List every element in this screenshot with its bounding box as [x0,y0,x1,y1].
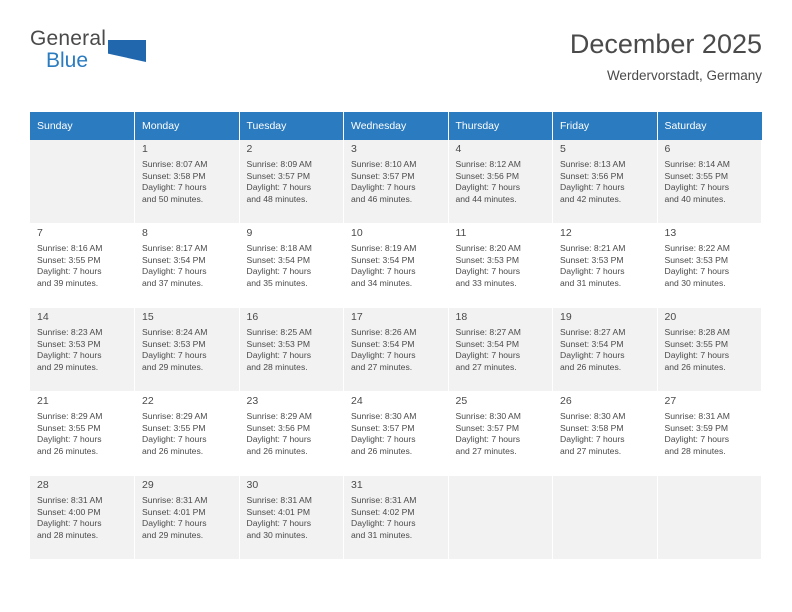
sunrise-text: Sunrise: 8:17 AM [142,243,208,253]
sunrise-text: Sunrise: 8:23 AM [37,327,103,337]
day-info [351,243,448,289]
daylight-text-line1: Daylight: 7 hours [560,434,625,445]
day-number: 7 [37,227,43,239]
day-cell[interactable] [448,308,553,392]
sunset-text: Sunset: 3:55 PM [142,422,206,433]
daylight-text-line2: and 30 minutes. [664,277,726,288]
weekday-header-monday: Monday [135,112,240,140]
day-number: 12 [560,227,572,239]
sunset-text: Sunset: 3:58 PM [560,422,624,433]
weekday-header-thursday: Thursday [448,112,553,140]
table-row [30,140,762,224]
day-info [560,159,657,205]
day-cell[interactable] [657,308,762,392]
day-number: 30 [246,479,259,491]
day-number: 20 [664,311,677,323]
daylight-text-line1: Daylight: 7 hours [37,434,102,445]
day-info [247,495,344,541]
day-number: 8 [142,227,148,239]
sunset-text: Sunset: 3:53 PM [37,338,101,349]
day-number: 26 [560,395,572,407]
day-info [142,411,239,457]
day-number: 5 [560,143,566,155]
day-cell[interactable] [239,392,344,476]
sunrise-text: Sunrise: 8:22 AM [664,243,730,253]
sunset-text: Sunset: 3:54 PM [142,254,206,265]
sunrise-text: Sunrise: 8:27 AM [560,327,626,337]
daylight-text-line1: Daylight: 7 hours [246,182,311,193]
day-info [37,243,134,289]
day-cell[interactable] [657,140,762,224]
sunset-text: Sunset: 3:53 PM [455,254,520,265]
day-info [37,411,134,457]
daylight-text-line2: and 31 minutes. [351,529,413,540]
sunrise-text: Sunrise: 8:29 AM [246,411,312,421]
table-row [30,224,762,308]
day-info [247,327,344,373]
daylight-text-line2: and 28 minutes. [246,361,308,372]
sunrise-text: Sunrise: 8:29 AM [142,411,208,421]
day-cell[interactable] [30,476,135,560]
day-number [665,479,762,492]
sunset-text: Sunset: 3:57 PM [455,422,520,433]
daylight-text-line2: and 44 minutes. [455,193,517,204]
day-cell[interactable] [344,392,449,476]
day-number: 11 [455,227,467,239]
weekday-header-tuesday: Tuesday [239,112,344,140]
daylight-text-line1: Daylight: 7 hours [246,434,311,445]
sunset-text: Sunset: 3:54 PM [560,338,624,349]
sunrise-text: Sunrise: 8:30 AM [351,411,417,421]
sunset-text: Sunset: 3:57 PM [246,170,311,181]
day-cell[interactable] [448,140,553,224]
day-number: 23 [246,395,259,407]
daylight-text-line1: Daylight: 7 hours [455,266,520,277]
daylight-text-line2: and 30 minutes. [246,529,308,540]
day-info [456,159,553,205]
day-number: 6 [664,143,671,155]
sunrise-text: Sunrise: 8:29 AM [37,411,103,421]
daylight-text-line2: and 40 minutes. [664,193,726,204]
sunrise-text: Sunrise: 8:31 AM [351,495,417,505]
day-cell[interactable] [135,140,240,224]
daylight-text-line2: and 26 minutes. [664,361,726,372]
day-cell[interactable] [135,392,240,476]
daylight-text-line1: Daylight: 7 hours [37,518,102,529]
sunrise-text: Sunrise: 8:09 AM [246,159,312,169]
daylight-text-line2: and 26 minutes. [246,445,308,456]
day-info [247,243,344,289]
daylight-text-line1: Daylight: 7 hours [455,350,520,361]
day-info [142,159,239,205]
table-row [30,392,762,476]
sunset-text: Sunset: 3:56 PM [246,422,311,433]
page-subtitle: Werdervorstadt, Germany [606,68,762,83]
weekday-header-saturday: Saturday [657,112,762,140]
day-cell[interactable] [344,140,449,224]
day-cell-empty [553,476,658,560]
daylight-text-line1: Daylight: 7 hours [664,350,729,361]
daylight-text-line2: and 34 minutes. [351,277,413,288]
day-info [351,327,448,373]
day-cell[interactable] [344,224,449,308]
daylight-text-line2: and 42 minutes. [560,193,622,204]
daylight-text-line2: and 28 minutes. [37,529,99,540]
brand-name-blue: Blue [46,49,89,72]
day-info [247,159,344,205]
sunrise-text: Sunrise: 8:30 AM [560,411,626,421]
daylight-text-line2: and 46 minutes. [351,193,413,204]
day-number: 16 [246,311,259,323]
sunrise-text: Sunrise: 8:26 AM [351,327,417,337]
day-cell[interactable] [344,476,449,560]
sunrise-text: Sunrise: 8:27 AM [455,327,521,337]
day-cell[interactable] [553,140,658,224]
day-cell[interactable] [30,224,135,308]
day-cell[interactable] [30,392,135,476]
day-info [665,327,762,373]
daylight-text-line2: and 29 minutes. [37,361,99,372]
daylight-text-line2: and 33 minutes. [455,277,517,288]
sunset-text: Sunset: 3:54 PM [455,338,520,349]
day-cell[interactable] [344,308,449,392]
daylight-text-line1: Daylight: 7 hours [455,434,520,445]
daylight-text-line1: Daylight: 7 hours [142,266,207,277]
day-number: 15 [142,311,154,323]
sunrise-text: Sunrise: 8:14 AM [664,159,730,169]
sunset-text: Sunset: 3:57 PM [351,170,415,181]
daylight-text-line2: and 29 minutes. [142,529,204,540]
sunset-text: Sunset: 3:54 PM [351,338,415,349]
day-number: 17 [351,311,363,323]
sunrise-text: Sunrise: 8:31 AM [664,411,730,421]
daylight-text-line1: Daylight: 7 hours [560,350,625,361]
page-title: December 2025 [569,29,762,59]
day-number: 4 [455,143,462,155]
sunset-text: Sunset: 3:55 PM [37,254,101,265]
sunrise-text: Sunrise: 8:24 AM [142,327,208,337]
daylight-text-line1: Daylight: 7 hours [560,266,625,277]
day-number: 25 [455,395,468,407]
day-info [456,327,553,373]
weekday-header-wednesday: Wednesday [344,112,449,140]
sunset-text: Sunset: 3:53 PM [664,254,729,265]
day-number: 14 [37,311,49,323]
daylight-text-line2: and 27 minutes. [560,445,622,456]
daylight-text-line2: and 27 minutes. [351,361,413,372]
day-info [37,495,134,541]
sunset-text: Sunset: 3:56 PM [560,170,624,181]
sunrise-text: Sunrise: 8:16 AM [37,243,103,253]
day-number: 9 [246,227,253,239]
sunrise-text: Sunrise: 8:21 AM [560,243,626,253]
daylight-text-line1: Daylight: 7 hours [560,182,625,193]
daylight-text-line2: and 29 minutes. [142,361,204,372]
day-number: 18 [455,311,468,323]
day-cell[interactable] [239,476,344,560]
daylight-text-line1: Daylight: 7 hours [142,350,207,361]
day-cell[interactable] [448,392,553,476]
day-cell[interactable] [553,392,658,476]
sunset-text: Sunset: 4:02 PM [351,506,415,517]
day-number: 2 [246,143,253,155]
daylight-text-line1: Daylight: 7 hours [37,350,102,361]
weekday-header-friday: Friday [553,112,658,140]
day-info [665,411,762,457]
daylight-text-line1: Daylight: 7 hours [246,518,311,529]
day-number [37,143,134,156]
sunset-text: Sunset: 4:01 PM [142,506,206,517]
day-info [142,243,239,289]
day-info [142,495,239,541]
sunrise-text: Sunrise: 8:10 AM [351,159,417,169]
sunrise-text: Sunrise: 8:07 AM [142,159,208,169]
sunset-text: Sunset: 3:56 PM [455,170,520,181]
table-row [30,308,762,392]
day-info [351,411,448,457]
daylight-text-line1: Daylight: 7 hours [142,434,207,445]
day-info [247,411,344,457]
sunset-text: Sunset: 3:59 PM [664,422,729,433]
day-info [351,495,448,541]
day-cell[interactable] [239,140,344,224]
day-number: 1 [142,143,148,155]
sunrise-text: Sunrise: 8:31 AM [246,495,312,505]
daylight-text-line1: Daylight: 7 hours [351,350,416,361]
title-block [570,28,762,83]
sunset-text: Sunset: 3:55 PM [664,170,729,181]
sunrise-text: Sunrise: 8:19 AM [351,243,417,253]
daylight-text-line1: Daylight: 7 hours [246,350,311,361]
day-info [142,327,239,373]
daylight-text-line1: Daylight: 7 hours [351,266,416,277]
day-number: 24 [351,395,363,407]
day-info [37,327,134,373]
day-number: 13 [664,227,677,239]
day-cell[interactable] [553,308,658,392]
page-header [30,0,762,100]
daylight-text-line2: and 39 minutes. [37,277,99,288]
day-number: 19 [560,311,572,323]
sunrise-text: Sunrise: 8:31 AM [142,495,208,505]
daylight-text-line1: Daylight: 7 hours [142,518,207,529]
sunset-text: Sunset: 3:54 PM [351,254,415,265]
sunset-text: Sunset: 4:00 PM [37,506,101,517]
daylight-text-line1: Daylight: 7 hours [664,266,729,277]
daylight-text-line1: Daylight: 7 hours [664,434,729,445]
day-number: 28 [37,479,49,491]
day-number: 27 [664,395,677,407]
daylight-text-line1: Daylight: 7 hours [455,182,520,193]
daylight-text-line1: Daylight: 7 hours [351,182,416,193]
day-info [665,159,762,205]
day-info [560,411,657,457]
day-cell[interactable] [30,308,135,392]
day-number: 29 [142,479,154,491]
day-info [560,243,657,289]
brand-name-general: General [30,27,107,50]
day-number: 31 [351,479,363,491]
day-info [456,411,553,457]
weekday-header-row [30,112,762,140]
day-cell[interactable] [448,224,553,308]
day-number [560,479,657,492]
sunrise-text: Sunrise: 8:28 AM [664,327,730,337]
sunrise-text: Sunrise: 8:25 AM [246,327,312,337]
daylight-text-line1: Daylight: 7 hours [351,434,416,445]
daylight-text-line2: and 26 minutes. [560,361,622,372]
day-number: 21 [37,395,49,407]
day-number [456,479,553,492]
brand-logo[interactable] [30,28,150,78]
daylight-text-line1: Daylight: 7 hours [351,518,416,529]
daylight-text-line2: and 31 minutes. [560,277,622,288]
sunrise-text: Sunrise: 8:30 AM [455,411,521,421]
day-cell[interactable] [135,308,240,392]
day-cell-empty [657,476,762,560]
daylight-text-line1: Daylight: 7 hours [37,266,102,277]
daylight-text-line2: and 27 minutes. [455,361,517,372]
daylight-text-line1: Daylight: 7 hours [142,182,207,193]
day-info [351,159,448,205]
sunset-text: Sunset: 3:54 PM [246,254,311,265]
sunrise-text: Sunrise: 8:18 AM [246,243,312,253]
daylight-text-line2: and 26 minutes. [142,445,204,456]
day-cell[interactable] [239,224,344,308]
day-cell[interactable] [239,308,344,392]
weekday-header-sunday: Sunday [30,112,135,140]
day-number: 3 [351,143,357,155]
sunrise-text: Sunrise: 8:12 AM [455,159,521,169]
daylight-text-line2: and 26 minutes. [37,445,99,456]
sunset-text: Sunset: 3:53 PM [246,338,311,349]
daylight-text-line2: and 50 minutes. [142,193,204,204]
sunrise-text: Sunrise: 8:20 AM [455,243,521,253]
day-cell[interactable] [657,392,762,476]
day-cell-empty [448,476,553,560]
calendar-body [30,140,762,560]
day-info [456,243,553,289]
calendar-table [30,112,762,560]
day-cell[interactable] [657,224,762,308]
daylight-text-line2: and 37 minutes. [142,277,204,288]
daylight-text-line2: and 35 minutes. [246,277,308,288]
day-info [560,327,657,373]
daylight-text-line2: and 48 minutes. [246,193,308,204]
sunset-text: Sunset: 3:57 PM [351,422,415,433]
sunrise-text: Sunrise: 8:13 AM [560,159,626,169]
sunrise-text: Sunrise: 8:31 AM [37,495,103,505]
sunset-text: Sunset: 3:53 PM [560,254,624,265]
day-cell-empty [30,140,135,224]
day-info [665,243,762,289]
sunset-text: Sunset: 3:55 PM [37,422,101,433]
day-number: 10 [351,227,363,239]
sunset-text: Sunset: 3:53 PM [142,338,206,349]
day-cell[interactable] [553,224,658,308]
daylight-text-line1: Daylight: 7 hours [246,266,311,277]
sunset-text: Sunset: 3:58 PM [142,170,206,181]
day-cell[interactable] [135,476,240,560]
daylight-text-line2: and 27 minutes. [455,445,517,456]
daylight-text-line2: and 28 minutes. [664,445,726,456]
day-cell[interactable] [135,224,240,308]
day-number: 22 [142,395,154,407]
table-row [30,476,762,560]
sunset-text: Sunset: 4:01 PM [246,506,311,517]
daylight-text-line1: Daylight: 7 hours [664,182,729,193]
daylight-text-line2: and 26 minutes. [351,445,413,456]
sunset-text: Sunset: 3:55 PM [664,338,729,349]
